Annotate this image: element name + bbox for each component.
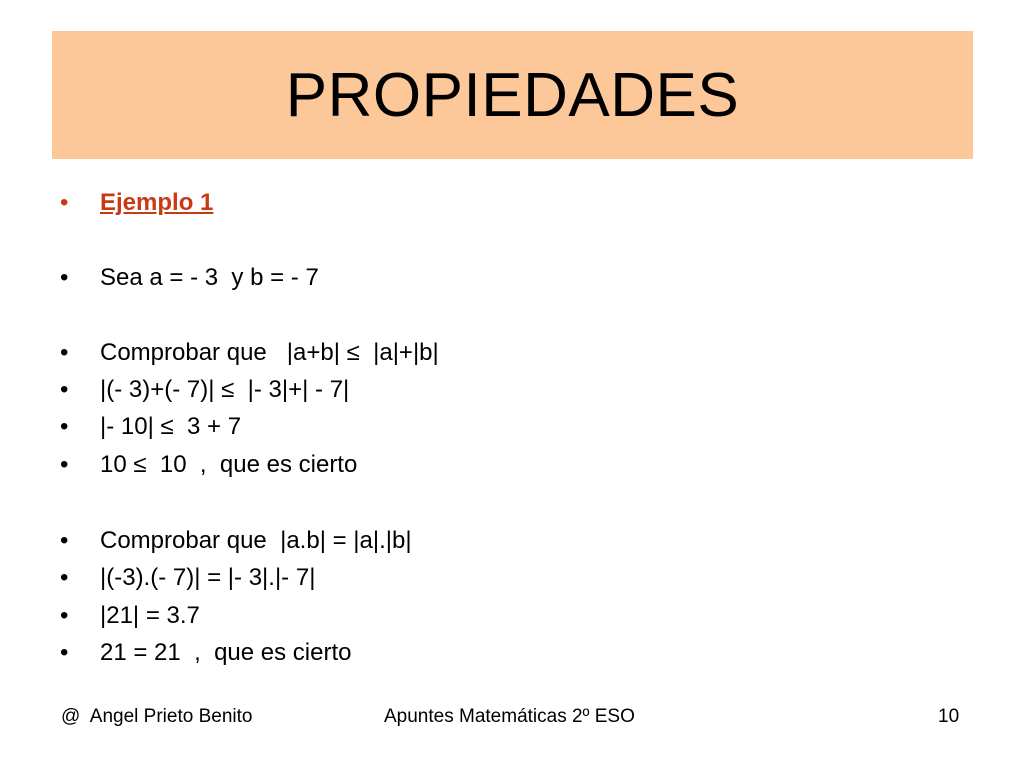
- bullet-marker: •: [60, 339, 69, 366]
- bullet-item: [60, 412, 241, 442]
- bullet-text: Sea a = - 3 y b = - 7: [100, 264, 319, 291]
- bullet-marker: •: [60, 527, 69, 554]
- bullet-marker: •: [60, 639, 69, 666]
- bullet-marker: •: [60, 564, 69, 591]
- bullet-text: 10 ≤ 10 , que es cierto: [100, 451, 358, 478]
- footer-author: @ Angel Prieto Benito: [61, 706, 253, 727]
- bullet-text: Comprobar que |a.b| = |a|.|b|: [100, 527, 412, 554]
- bullet-marker: •: [60, 264, 69, 291]
- bullet-marker: •: [60, 451, 69, 478]
- example-heading: Ejemplo 1: [100, 189, 214, 216]
- slide-title: PROPIEDADES: [285, 60, 740, 130]
- bullet-text: 21 = 21 , que es cierto: [100, 639, 352, 666]
- bullet-marker: •: [60, 189, 69, 216]
- bullet-text: Comprobar que |a+b| ≤ |a|+|b|: [100, 339, 439, 366]
- footer-course: Apuntes Matemáticas 2º ESO: [384, 706, 635, 727]
- bullet-item: [60, 526, 412, 556]
- bullet-marker: •: [60, 602, 69, 629]
- bullet-item: [60, 263, 319, 293]
- bullet-item: [60, 450, 357, 480]
- bullet-text: |(- 3)+(- 7)| ≤ |- 3|+| - 7|: [100, 376, 350, 403]
- bullet-item: [60, 638, 352, 668]
- bullet-item-heading: [60, 188, 213, 218]
- page-number: 10: [938, 706, 960, 727]
- bullet-marker: •: [60, 376, 69, 403]
- bullet-item: [60, 338, 439, 368]
- bullet-text: |(-3).(- 7)| = |- 3|.|- 7|: [100, 564, 316, 591]
- bullet-text: |21| = 3.7: [100, 602, 200, 629]
- bullet-text: |- 10| ≤ 3 + 7: [100, 413, 242, 440]
- bullet-item: [60, 375, 349, 405]
- bullet-item: [60, 563, 315, 593]
- bullet-marker: •: [60, 413, 69, 440]
- bullet-item: [60, 601, 200, 631]
